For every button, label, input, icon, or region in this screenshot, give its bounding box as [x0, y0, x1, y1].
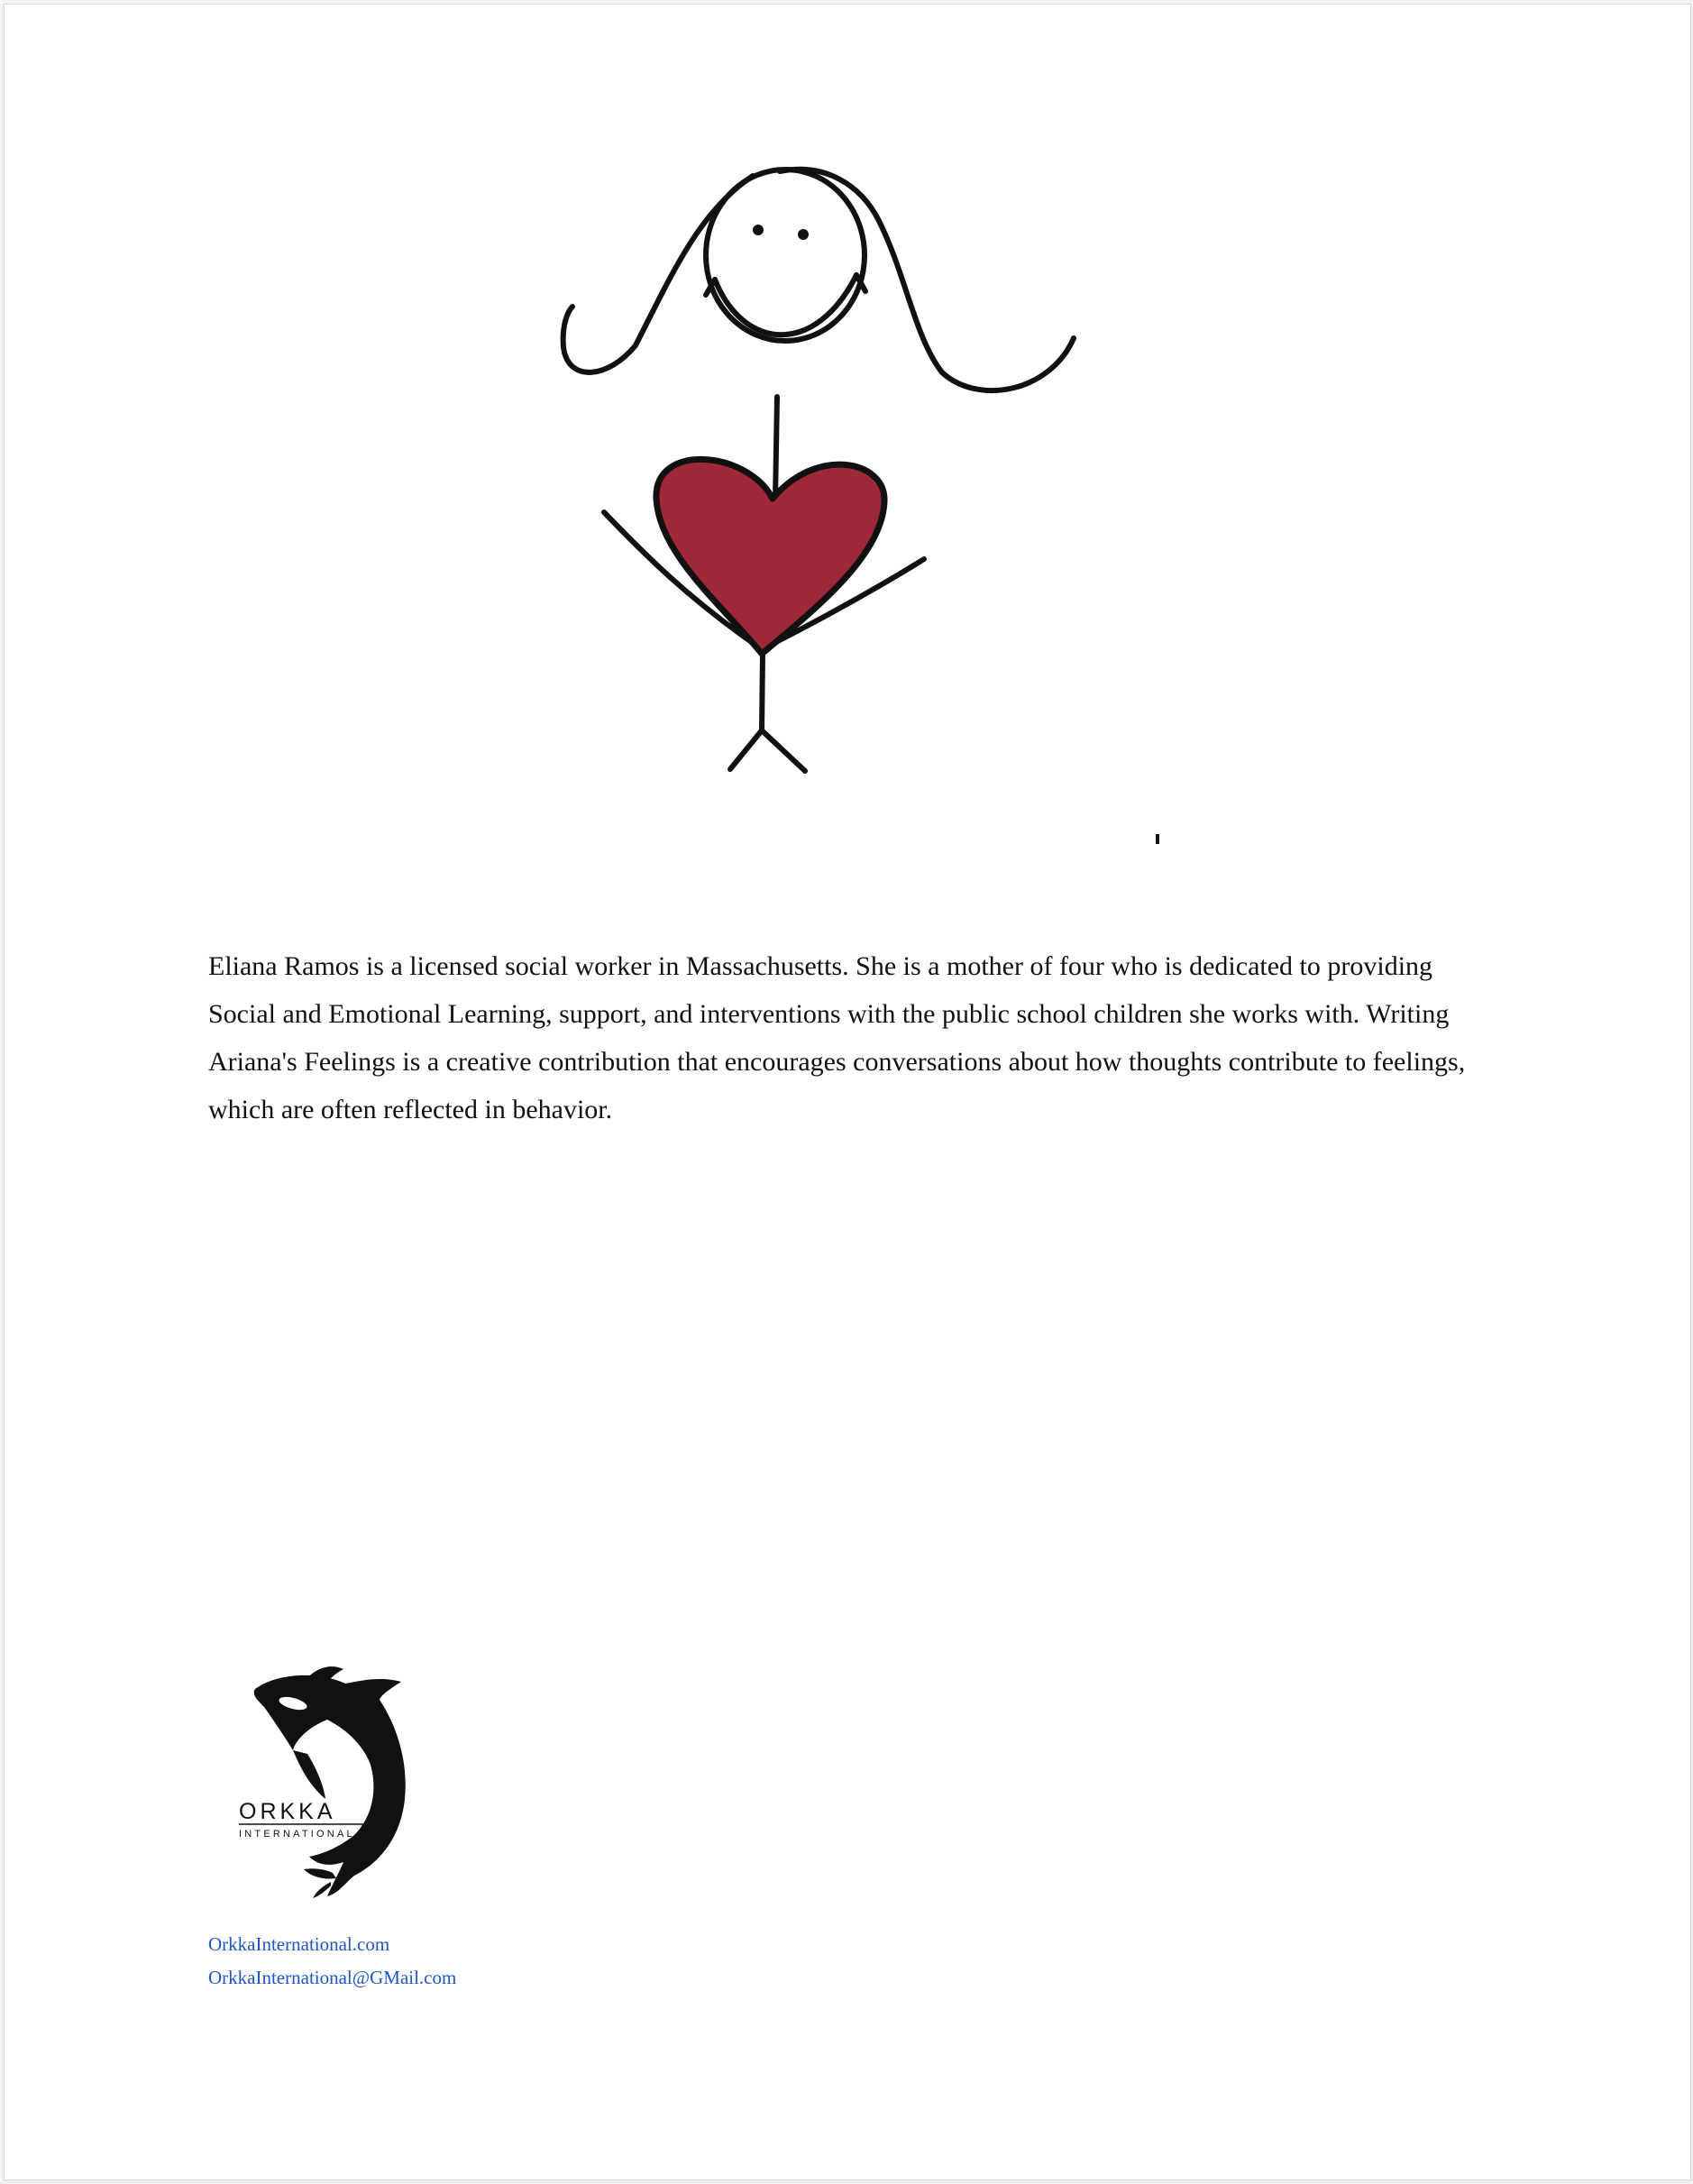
contact-info [208, 1928, 456, 1995]
logo-subtitle: INTERNATIONAL [239, 1829, 355, 1840]
email-link[interactable]: OrkkaInternational@GMail.com [208, 1967, 457, 1988]
orca-whale-icon [237, 1664, 426, 1898]
stick-figure-girl-heart-icon [545, 158, 1194, 861]
logo-name: ORKKA [239, 1799, 336, 1824]
stray-mark [1156, 834, 1159, 844]
website-link[interactable]: OrkkaInternational.com [208, 1933, 390, 1955]
author-bio: Eliana Ramos is a licensed social worker in Massachusetts. She is a mother of four who is dedicated to providing Social and Emotional Learning, support, and interventions with the public school children she works with. Writing Ariana's Feelings is a creative contribution that encourages conversations about how thoughts contribute to feelings, which are often reflected in behavior. [208, 951, 1466, 1124]
document-page [4, 4, 1691, 2180]
